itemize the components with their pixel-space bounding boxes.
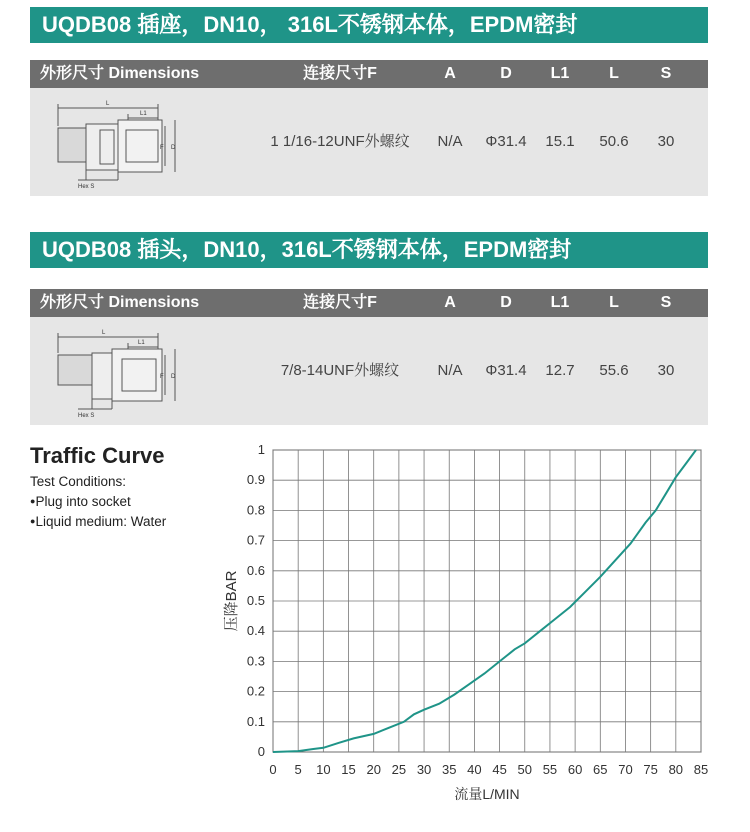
header-connection: 连接尺寸F — [303, 65, 377, 82]
y-tick-label: 0.3 — [246, 653, 265, 669]
y-tick-label: 0.4 — [246, 623, 265, 639]
drawing-label-l1: L1 — [140, 111, 147, 117]
x-tick-label: 45 — [492, 762, 507, 777]
traffic-curve-title: Traffic Curve — [30, 443, 165, 468]
section1-table-header — [30, 60, 708, 88]
x-tick-label: 40 — [467, 762, 482, 777]
drawing-label-hex: Hex S — [78, 413, 95, 419]
drawing-label-f: F — [160, 374, 164, 380]
drawing-label-d: D — [171, 145, 176, 151]
drawing-label-hex: Hex S — [78, 184, 95, 190]
cell-a: N/A — [437, 133, 463, 150]
x-tick-label: 60 — [567, 762, 583, 777]
drawing-label-l: L — [102, 330, 106, 336]
x-tick-label: 80 — [668, 762, 684, 777]
section2-title: UQDB08 插头，DN10，316L不锈钢本体，EPDM密封 — [42, 237, 572, 262]
y-tick-label: 0.8 — [246, 502, 265, 518]
y-tick-label: 0.5 — [246, 593, 265, 608]
x-tick-label: 75 — [643, 762, 658, 777]
x-tick-label: 70 — [618, 762, 633, 777]
x-axis-label: 流量L/MIN — [454, 786, 520, 802]
cell-a: N/A — [437, 362, 463, 379]
drawing-label-d: D — [171, 374, 176, 380]
condition-item-text: Plug into socket — [35, 494, 131, 509]
header-s: S — [660, 65, 672, 82]
header-l1: L1 — [550, 294, 570, 311]
y-tick-label: 0 — [257, 744, 265, 759]
drawing-label-l1: L1 — [138, 340, 145, 346]
x-tick-label: 10 — [316, 762, 331, 777]
test-conditions-label: Test Conditions: — [30, 474, 127, 489]
y-tick-label: 0.7 — [246, 532, 265, 548]
cell-connection: 1 1/16-12UNF外螺纹 — [270, 133, 410, 150]
y-tick-label: 1 — [257, 442, 265, 457]
section1-title: UQDB08 插座，DN10， 316L不锈钢本体，EPDM密封 — [42, 12, 578, 37]
header-l: L — [609, 294, 619, 311]
header-l1: L1 — [550, 65, 570, 82]
bullet-icon: ● — [30, 516, 36, 526]
header-dimensions: 外形尺寸 Dimensions — [40, 294, 200, 311]
x-tick-label: 35 — [442, 762, 457, 777]
header-d: D — [500, 294, 512, 311]
x-tick-label: 30 — [416, 762, 432, 777]
header-a: A — [444, 65, 456, 82]
x-tick-label: 15 — [341, 762, 356, 777]
x-tick-label: 50 — [517, 762, 532, 777]
plug-dimension-drawing — [50, 325, 220, 419]
drawing-label-l: L — [106, 101, 110, 107]
cell-l1: 15.1 — [545, 133, 575, 150]
cell-d: Φ31.4 — [485, 362, 527, 379]
drawing-label-f: F — [160, 145, 164, 151]
pressure-drop-chart — [0, 430, 750, 832]
cell-l: 55.6 — [599, 362, 629, 379]
cell-connection: 7/8-14UNF外螺纹 — [280, 362, 400, 379]
section2-table-row — [30, 317, 708, 425]
header-a: A — [444, 294, 456, 311]
cell-l: 50.6 — [599, 133, 629, 150]
cell-s: 30 — [657, 133, 675, 150]
x-tick-label: 0 — [269, 762, 277, 777]
cell-d: Φ31.4 — [485, 133, 527, 150]
y-axis-label: 压降BAR — [223, 570, 240, 632]
x-tick-label: 65 — [593, 762, 608, 777]
y-tick-label: 0.1 — [246, 713, 265, 729]
y-tick-label: 0.6 — [246, 562, 265, 578]
x-tick-label: 25 — [391, 762, 407, 777]
section2-title-banner — [30, 232, 708, 268]
section1-title-banner — [30, 7, 708, 43]
section1-table-row — [30, 88, 708, 196]
header-l: L — [609, 65, 619, 82]
header-connection: 连接尺寸F — [303, 294, 377, 311]
socket-dimension-drawing — [50, 96, 220, 190]
header-dimensions: 外形尺寸 Dimensions — [40, 65, 200, 82]
x-tick-label: 55 — [542, 762, 558, 777]
cell-s: 30 — [657, 362, 675, 379]
section2-table-header — [30, 289, 708, 317]
condition-item-text: Liquid medium: Water — [35, 514, 167, 529]
bullet-icon: ● — [30, 496, 36, 506]
y-tick-label: 0.2 — [246, 683, 265, 699]
x-tick-label: 20 — [366, 762, 381, 777]
cell-l1: 12.7 — [545, 362, 575, 379]
y-tick-label: 0.9 — [246, 472, 265, 488]
x-tick-label: 85 — [693, 762, 709, 777]
header-d: D — [500, 65, 512, 82]
x-tick-label: 5 — [294, 762, 302, 777]
header-s: S — [660, 294, 672, 311]
